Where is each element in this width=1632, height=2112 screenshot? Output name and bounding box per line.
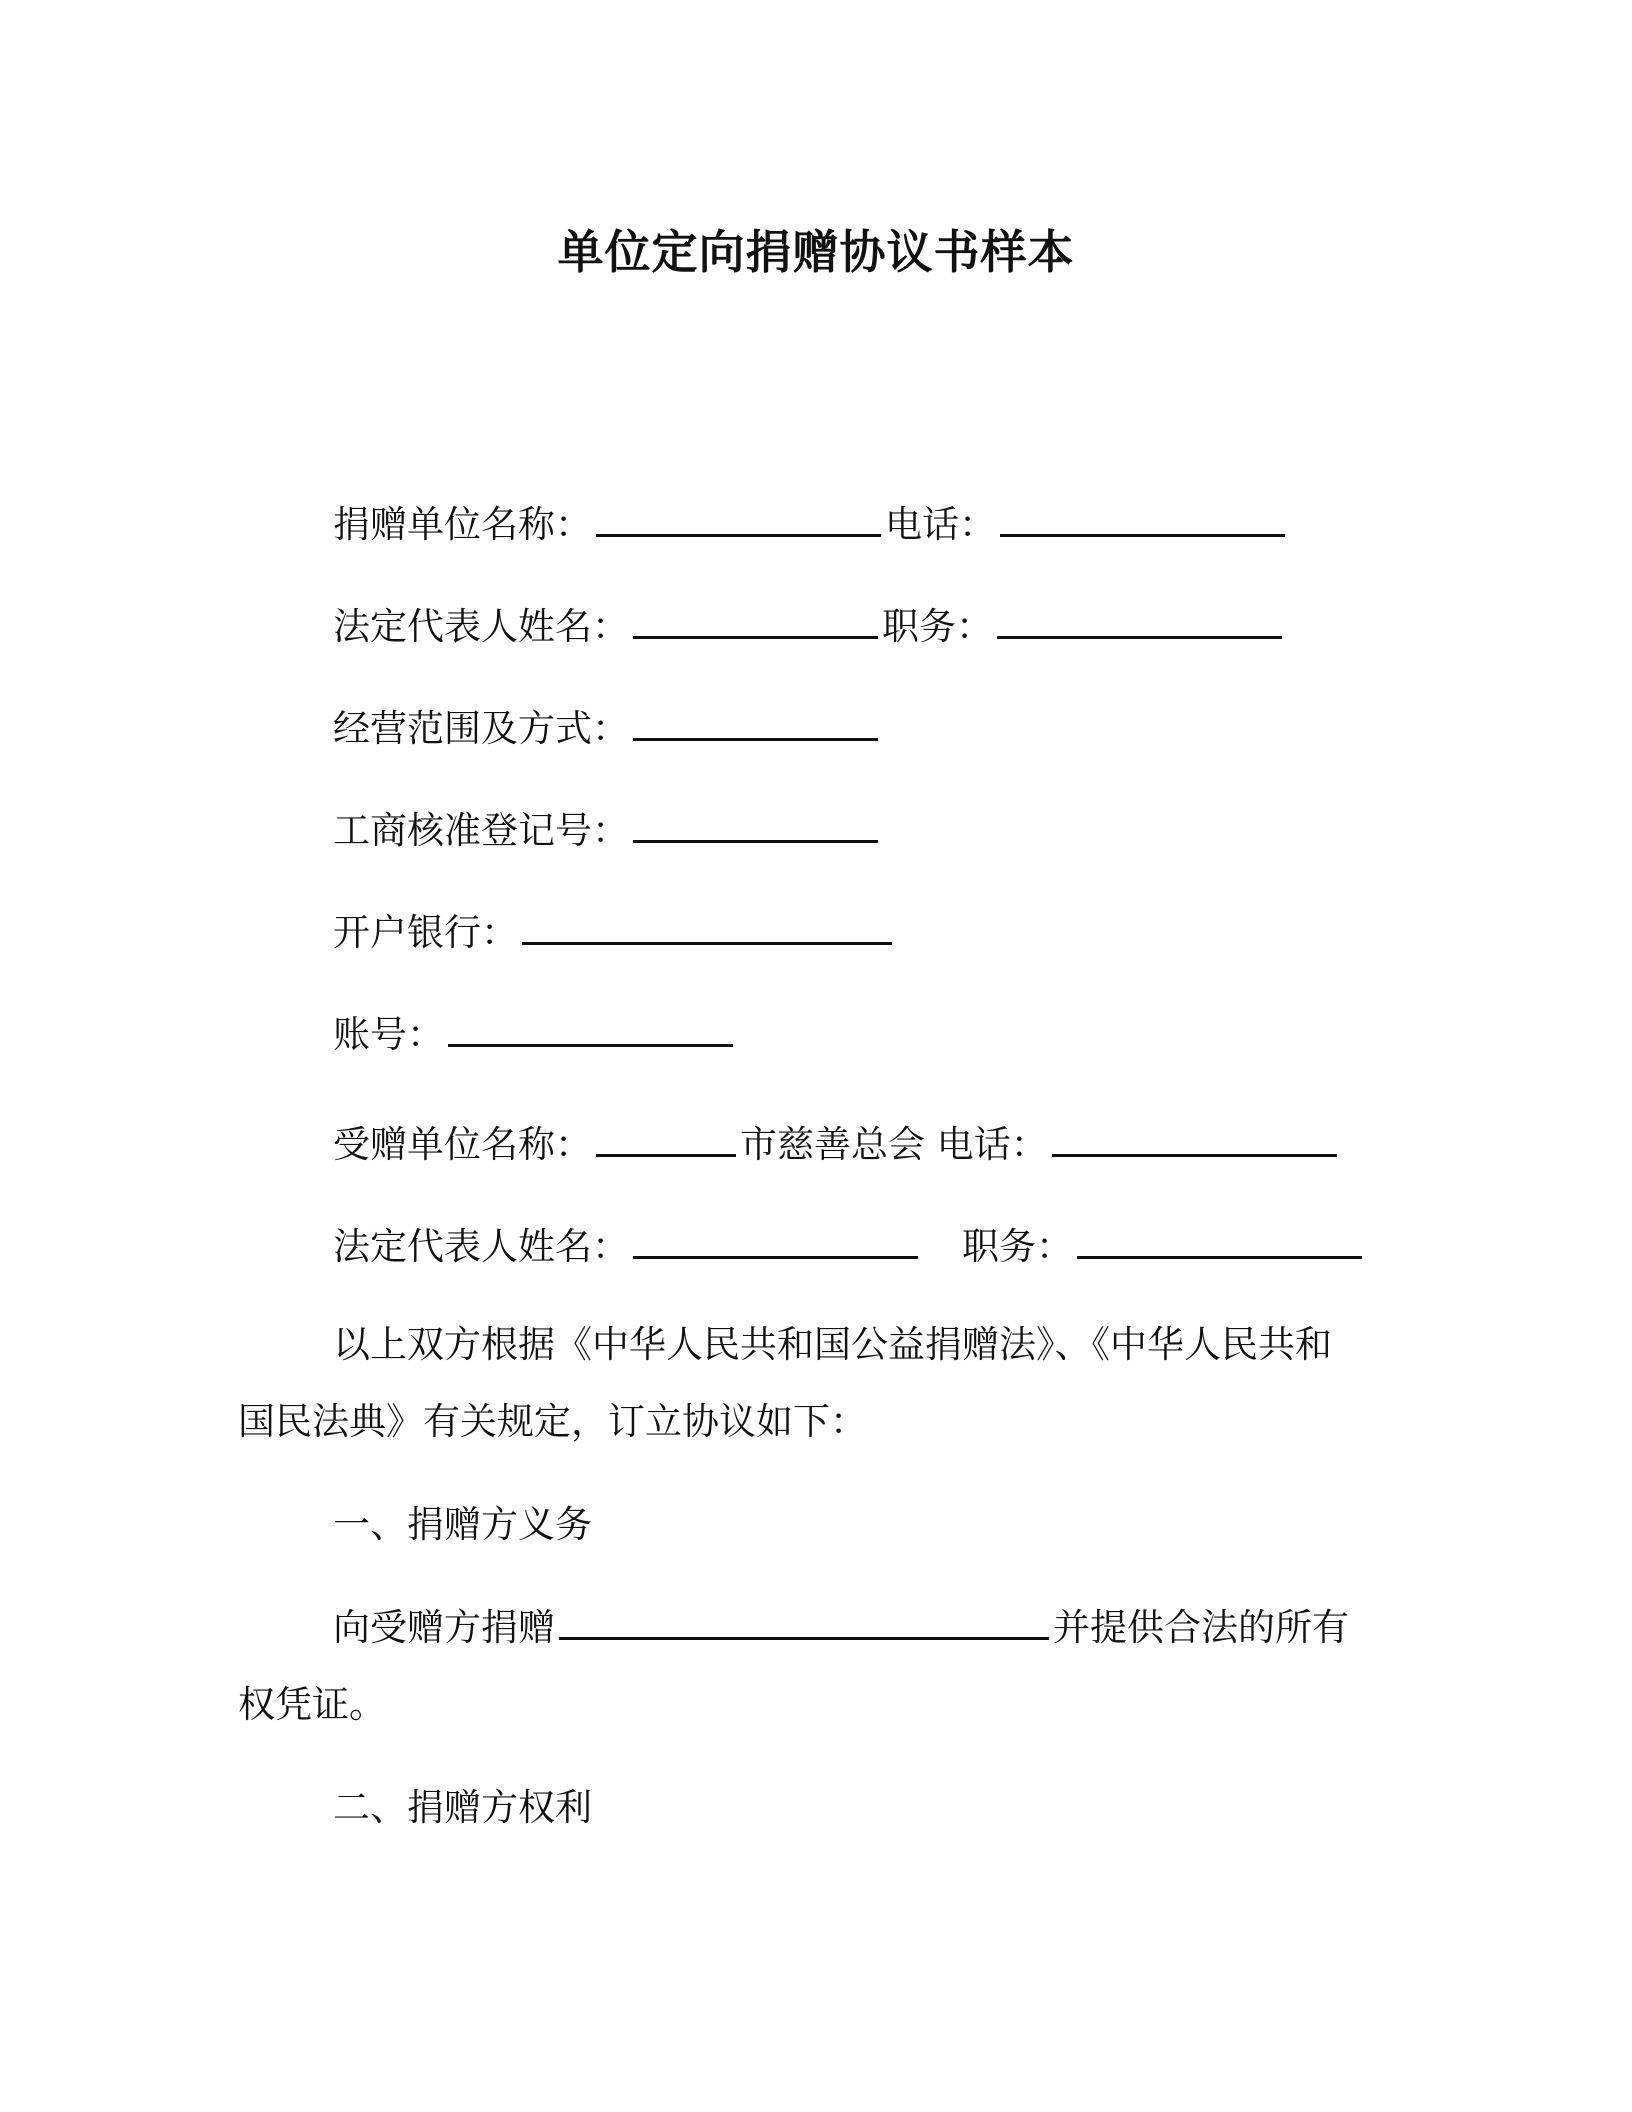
recipient-name-label: 受赠单位名称： <box>333 1123 592 1166</box>
donor-rep-title-blank[interactable] <box>997 606 1282 639</box>
recipient-rep-blank[interactable] <box>633 1226 918 1259</box>
bank-label: 开户银行： <box>333 911 518 954</box>
donor-name-blank[interactable] <box>596 504 881 537</box>
donor-rep-row <box>333 602 1286 652</box>
document-title: 单位定向捐赠协议书样本 <box>557 225 1075 279</box>
donation-item-blank[interactable] <box>559 1607 1049 1640</box>
recipient-name-row <box>333 1120 1341 1170</box>
recipient-rep-title-label: 职务： <box>962 1225 1073 1268</box>
registration-label: 工商核准登记号： <box>333 809 629 852</box>
recipient-rep-label: 法定代表人姓名： <box>333 1225 629 1268</box>
donor-rep-blank[interactable] <box>633 606 878 639</box>
account-blank[interactable] <box>448 1014 733 1047</box>
donor-rep-label: 法定代表人姓名： <box>333 605 629 648</box>
recipient-rep-row <box>333 1222 1366 1272</box>
business-scope-blank[interactable] <box>633 708 878 741</box>
bank-row <box>333 908 896 958</box>
intro-line-2: 国民法典》有关规定，订立协议如下： <box>238 1400 867 1443</box>
account-row <box>333 1010 737 1060</box>
recipient-phone-blank[interactable] <box>1052 1124 1337 1157</box>
registration-row <box>333 806 882 856</box>
section-2-heading: 二、捐赠方权利 <box>333 1786 592 1829</box>
recipient-phone-label: 电话： <box>936 1123 1048 1166</box>
bank-blank[interactable] <box>522 912 892 945</box>
section-1-text-line-2: 权凭证。 <box>238 1683 386 1726</box>
business-scope-label: 经营范围及方式： <box>333 707 629 750</box>
recipient-name-blank[interactable] <box>596 1124 736 1157</box>
donor-phone-blank[interactable] <box>1000 504 1285 537</box>
section-1-text-before: 向受赠方捐赠 <box>333 1606 555 1649</box>
intro-line-1: 以上双方根据《中华人民共和国公益捐赠法》、《中华人民共和 <box>333 1323 1332 1366</box>
registration-blank[interactable] <box>633 810 878 843</box>
business-scope-row <box>333 704 882 754</box>
recipient-name-suffix: 市慈善总会 <box>740 1123 925 1166</box>
section-1-text-row <box>333 1603 1349 1653</box>
donor-phone-label: 电话： <box>885 503 996 546</box>
donor-name-label: 捐赠单位名称： <box>333 503 592 546</box>
donor-rep-title-label: 职务： <box>882 605 993 648</box>
section-1-heading: 一、捐赠方义务 <box>333 1503 592 1546</box>
section-1-text-after: 并提供合法的所有 <box>1053 1606 1349 1649</box>
recipient-rep-title-blank[interactable] <box>1077 1226 1362 1259</box>
account-label: 账号： <box>333 1013 444 1056</box>
donor-name-row <box>333 500 1289 550</box>
